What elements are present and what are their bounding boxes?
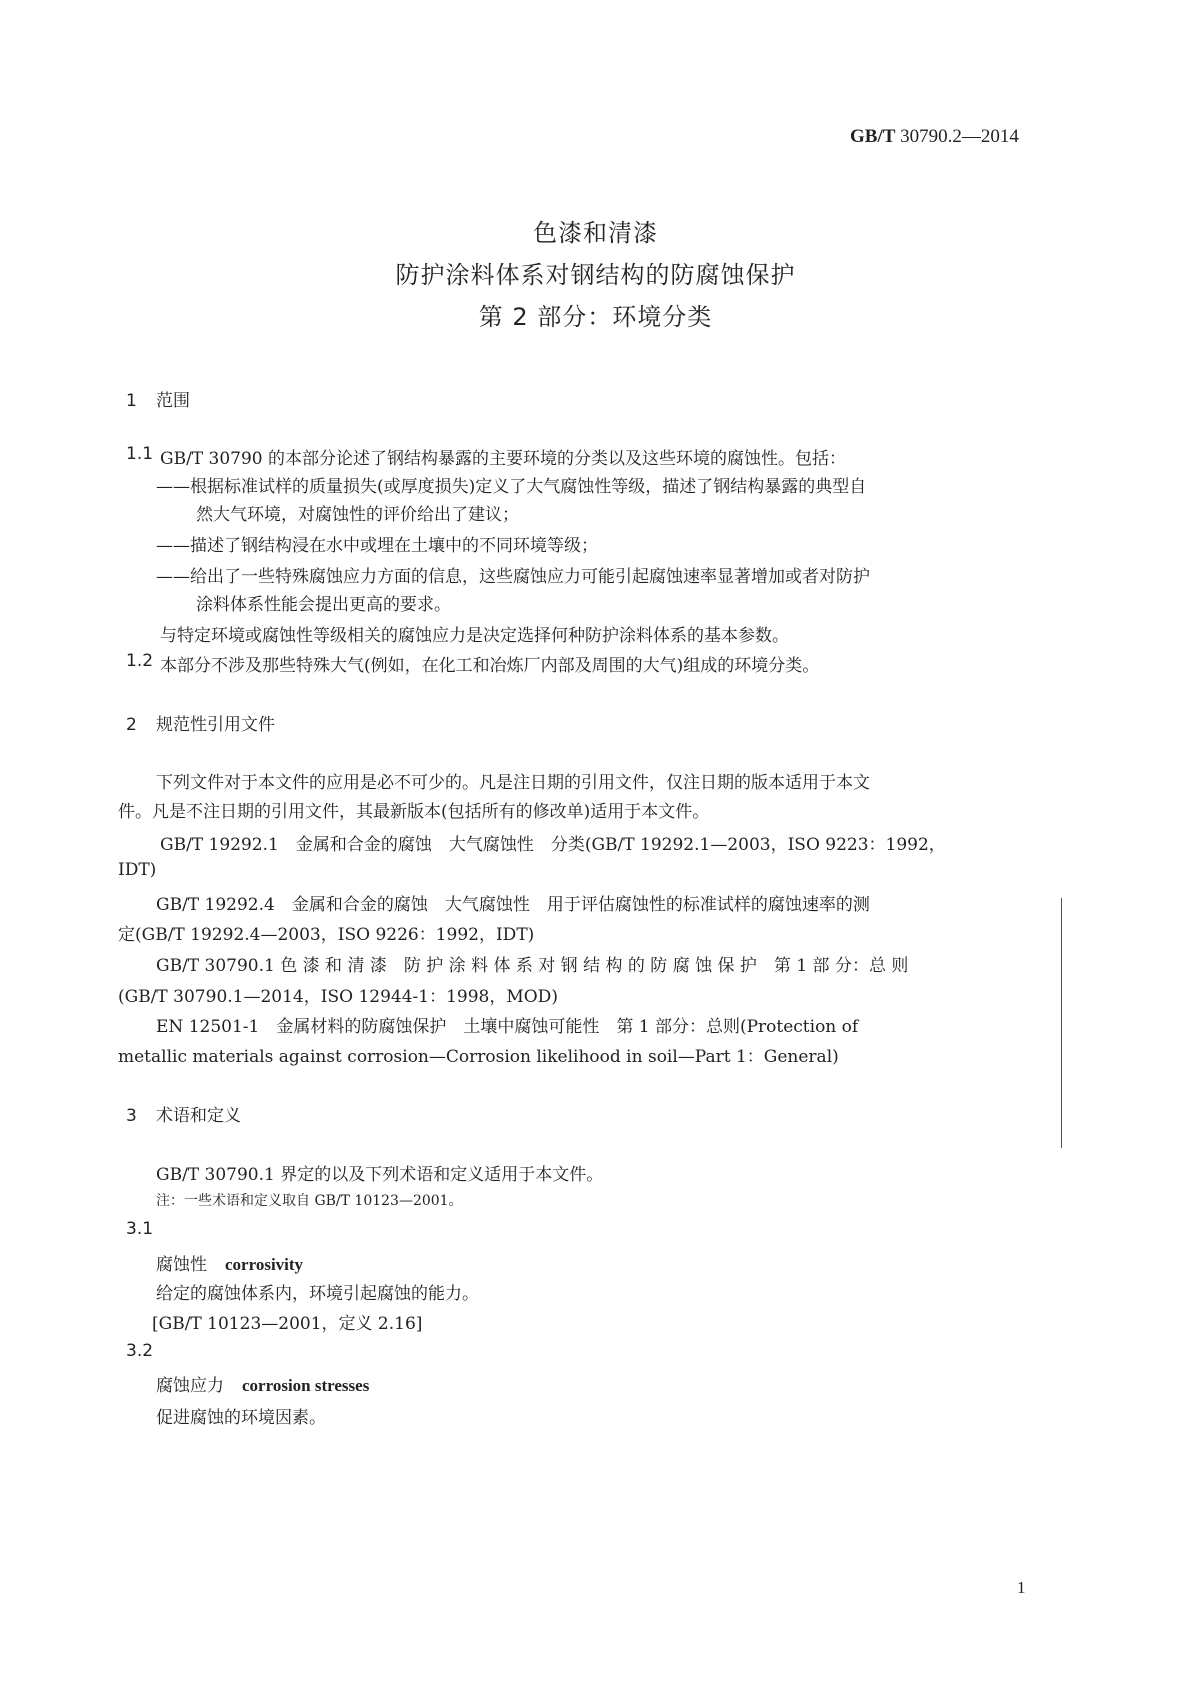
term-cn: 腐蚀性 bbox=[156, 1255, 207, 1275]
section-2-heading bbox=[126, 710, 275, 735]
term-cn: 腐蚀应力 bbox=[156, 1376, 224, 1396]
clause-1-1-number: 1.1 bbox=[126, 444, 154, 464]
term-3-1-number: 3.1 bbox=[126, 1219, 154, 1239]
page-number: 1 bbox=[1017, 1578, 1026, 1597]
scope-item-3-line-1: ——给出了一些特殊腐蚀应力方面的信息，这些腐蚀应力可能引起腐蚀速率显著增加或者对防护 bbox=[156, 567, 870, 587]
section-number: 3 bbox=[126, 1106, 137, 1126]
section-3-heading bbox=[126, 1101, 241, 1126]
reference-3-line-1: GB/T 30790.1 色 漆 和 清 漆 防 护 涂 料 体 系 对 钢 结 构 的 防 腐 蚀 保 护 第 1 部 分：总 则 bbox=[156, 956, 909, 976]
reference-1-line-1: GB/T 19292.1 金属和合金的腐蚀 大气腐蚀性 分类(GB/T 19292.1—2003，ISO 9223：1992， bbox=[160, 835, 946, 855]
reference-1-line-2: IDT) bbox=[118, 860, 157, 880]
section-title: 范围 bbox=[156, 391, 190, 411]
references-intro-line-2: 件。凡是不注日期的引用文件，其最新版本(包括所有的修改单)适用于本文件。 bbox=[118, 802, 710, 822]
references-intro-line-1: 下列文件对于本文件的应用是必不可少的。凡是注日期的引用文件，仅注日期的版本适用于本文 bbox=[156, 773, 870, 793]
scope-item-3-line-2: 涂料体系性能会提出更高的要求。 bbox=[196, 595, 451, 615]
scope-closing: 与特定环境或腐蚀性等级相关的腐蚀应力是决定选择何种防护涂料体系的基本参数。 bbox=[160, 626, 789, 646]
clause-1-1-intro: GB/T 30790 的本部分论述了钢结构暴露的主要环境的分类以及这些环境的腐蚀性。包括： bbox=[160, 449, 847, 469]
terms-intro: GB/T 30790.1 界定的以及下列术语和定义适用于本文件。 bbox=[156, 1165, 604, 1185]
section-number: 2 bbox=[126, 715, 137, 735]
change-bar bbox=[1061, 898, 1062, 1148]
title-line-2: 防护涂料体系对钢结构的防腐蚀保护 bbox=[395, 261, 796, 289]
term-en: corrosivity bbox=[225, 1255, 304, 1274]
term-3-1-source: [GB/T 10123—2001，定义 2.16] bbox=[152, 1314, 423, 1334]
reference-2-line-2: 定(GB/T 19292.4—2003，ISO 9226：1992，IDT) bbox=[118, 925, 535, 945]
terms-note: 注：一些术语和定义取自 GB/T 10123—2001。 bbox=[156, 1193, 463, 1209]
section-1-heading bbox=[126, 386, 190, 411]
reference-4-line-2: metallic materials against corrosion—Corrosion likelihood in soil—Part 1：General) bbox=[118, 1047, 839, 1067]
scope-item-2: ——描述了钢结构浸在水中或埋在土壤中的不同环境等级； bbox=[156, 536, 598, 556]
clause-1-2-text: 本部分不涉及那些特殊大气(例如，在化工和冶炼厂内部及周围的大气)组成的环境分类。 bbox=[160, 656, 820, 676]
term-3-1-title bbox=[156, 1250, 303, 1275]
term-3-2-title bbox=[156, 1371, 369, 1396]
term-3-1-definition: 给定的腐蚀体系内，环境引起腐蚀的能力。 bbox=[156, 1284, 479, 1304]
section-title: 术语和定义 bbox=[156, 1106, 241, 1126]
reference-2-line-1: GB/T 19292.4 金属和合金的腐蚀 大气腐蚀性 用于评估腐蚀性的标准试样的腐蚀速率的测 bbox=[156, 895, 870, 915]
section-number: 1 bbox=[126, 391, 137, 411]
term-3-2-number: 3.2 bbox=[126, 1341, 154, 1361]
reference-3-line-2: (GB/T 30790.1—2014，ISO 12944-1：1998，MOD) bbox=[118, 987, 558, 1007]
standard-code-number: 30790.2—2014 bbox=[900, 126, 1019, 147]
standard-code-prefix: GB/T bbox=[850, 126, 896, 147]
title-line-1: 色漆和清漆 bbox=[533, 219, 658, 247]
scope-item-1-line-1: ——根据标准试样的质量损失(或厚度损失)定义了大气腐蚀性等级，描述了钢结构暴露的典型自 bbox=[156, 477, 867, 497]
term-3-2-definition: 促进腐蚀的环境因素。 bbox=[156, 1408, 326, 1428]
title-line-3: 第 2 部分：环境分类 bbox=[478, 303, 713, 331]
clause-1-2-number: 1.2 bbox=[126, 651, 154, 671]
scope-item-1-line-2: 然大气环境，对腐蚀性的评价给出了建议； bbox=[196, 505, 519, 525]
section-title: 规范性引用文件 bbox=[156, 715, 275, 735]
standard-code bbox=[850, 126, 1019, 148]
reference-4-line-1: EN 12501-1 金属材料的防腐蚀保护 土壤中腐蚀可能性 第 1 部分：总则(Protection of bbox=[156, 1017, 859, 1037]
term-en: corrosion stresses bbox=[242, 1376, 370, 1395]
